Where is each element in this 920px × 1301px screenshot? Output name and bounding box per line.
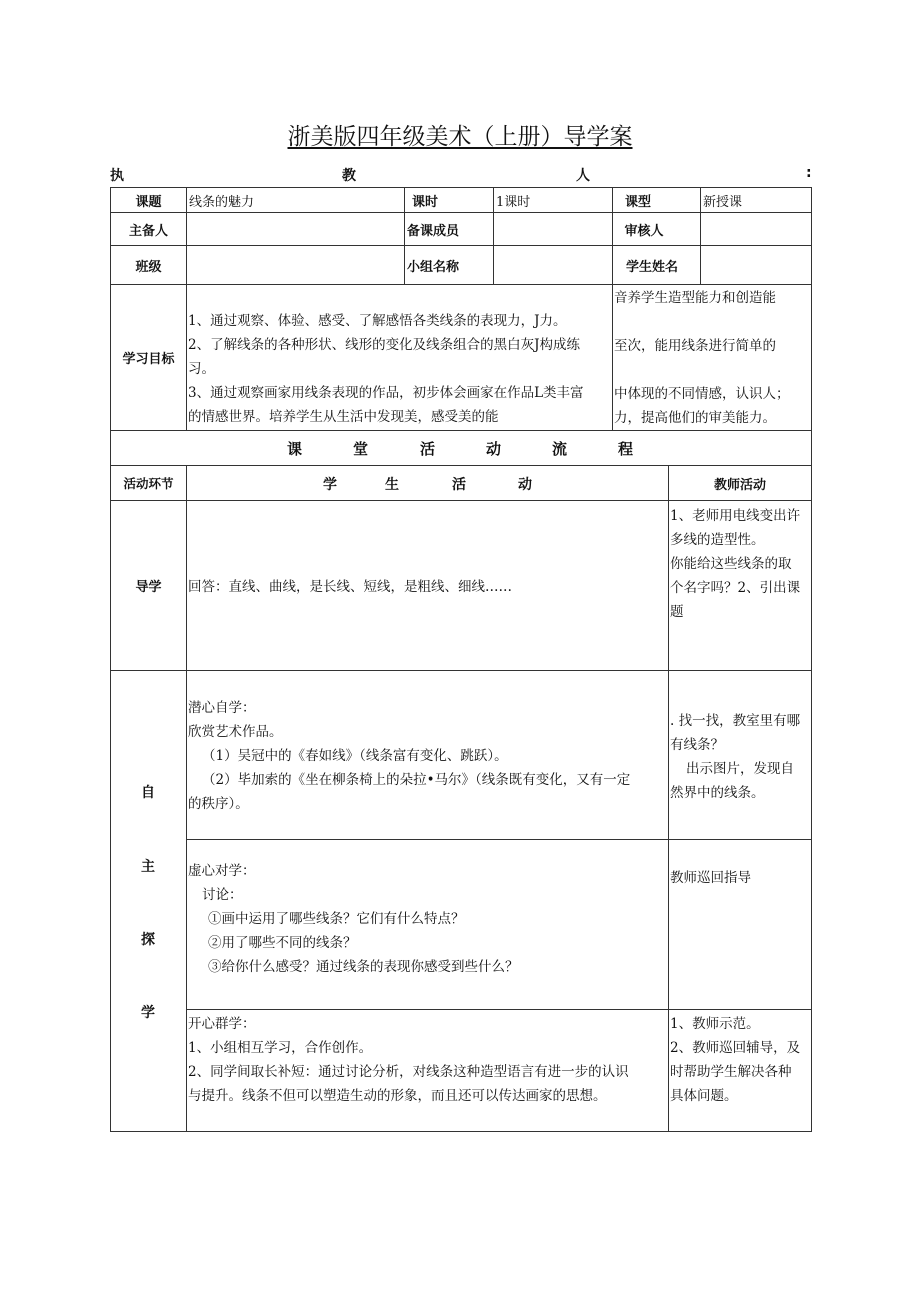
- self-study-teacher-text: [670, 709, 811, 805]
- self-study-line: （1）吴冠中的《春如线》（线条富有变化、跳跃）。: [202, 748, 508, 764]
- guide-teacher-line: 多线的造型性。: [670, 532, 765, 548]
- guide-teacher-line: 题: [670, 604, 684, 620]
- executor-row: [110, 165, 812, 185]
- members-label: 备课成员: [407, 223, 460, 239]
- group-study-teacher-line: 1、教师示范。: [670, 1016, 760, 1032]
- goals-right-line: 音养学生造型能力和创造能: [614, 290, 776, 306]
- self-study-line: 欣赏艺术作品。: [188, 724, 283, 740]
- goals-right-line: 力，提高他们的审美能力。: [614, 410, 776, 426]
- class-value[interactable]: [187, 246, 404, 284]
- topic-value: 线条的魅力: [189, 194, 255, 210]
- executor-char-4: :: [806, 165, 812, 181]
- group-study-teacher-text: [670, 1012, 811, 1108]
- members-value[interactable]: [494, 213, 612, 245]
- flow-title: [110, 438, 812, 458]
- hours-label: 课时: [411, 194, 438, 210]
- group-study-teacher-line: 2、教师巡回辅导，及: [670, 1040, 801, 1056]
- flow-title-char: 动: [486, 440, 502, 458]
- self-study-line: 的秩序）。: [188, 796, 249, 812]
- self-study-line: （2）毕加索的《坐在柳条椅上的朵拉•马尔》（线条既有变化，又有一定: [202, 772, 631, 788]
- flow-title-char: 课: [287, 440, 303, 458]
- executor-char-3: 人: [576, 168, 590, 184]
- guide-teacher-line: 你能给这些线条的取: [670, 556, 792, 572]
- guide-label: 导学: [135, 580, 162, 595]
- goals-right-line: 至次，能用线条进行简单的: [614, 338, 776, 354]
- group-value[interactable]: [494, 246, 612, 284]
- flow-title-char: 活: [420, 440, 436, 458]
- flow-title-char: 程: [618, 440, 634, 458]
- guide-teacher-text: [670, 504, 811, 624]
- executor-char-1: 执: [110, 168, 124, 184]
- pair-study-line: ③给你什么感受？通过线条的表现你感受到些什么？: [208, 959, 519, 975]
- column-student-char: 生: [385, 477, 399, 493]
- topic-label: 课题: [135, 194, 162, 210]
- column-student-char: 活: [452, 477, 466, 493]
- guide-teacher-line: 1、老师用电线变出许: [670, 508, 801, 524]
- group-study-line: 开心群学：: [188, 1016, 256, 1032]
- column-student-header: [187, 474, 668, 494]
- reviewer-label: 审核人: [624, 223, 664, 239]
- explore-label-char: 自: [141, 785, 155, 801]
- pair-study-line: ①画中运用了哪些线条？它们有什么特点？: [208, 911, 465, 927]
- pair-study-line: ②用了哪些不同的线条？: [208, 935, 357, 951]
- group-study-teacher-line: 具体问题。: [670, 1088, 738, 1104]
- group-label: 小组名称: [407, 259, 460, 275]
- flow-title-char: 堂: [353, 440, 369, 458]
- column-teacher-header: 教师活动: [713, 477, 766, 493]
- group-study-line: 1、小组相互学习，合作创作。: [188, 1040, 373, 1056]
- pair-study-teacher-text: 教师巡回指导: [670, 870, 751, 886]
- explore-label-char: 探: [141, 932, 155, 948]
- preparer-value[interactable]: [187, 213, 404, 245]
- pair-study-line: 虚心对学：: [188, 863, 256, 879]
- preparer-label: 主备人: [128, 223, 168, 239]
- group-study-teacher-line: 时帮助学生解决各种: [670, 1064, 792, 1080]
- column-stage-header: 活动环节: [123, 476, 174, 491]
- self-study-line: 潜心自学：: [188, 700, 256, 716]
- group-study-text: [188, 1012, 668, 1108]
- pair-study-text: [188, 859, 668, 979]
- column-student-char: 动: [518, 477, 532, 493]
- goals-right-text: [614, 286, 811, 430]
- guide-teacher-line: 个名字吗？2、引出课: [670, 580, 801, 596]
- pair-study-line: 讨论：: [202, 887, 243, 903]
- hours-value: 1课时: [496, 194, 531, 210]
- executor-char-2: 教: [342, 168, 356, 184]
- column-student-char: 学: [323, 477, 337, 493]
- group-study-line: 2、同学间取长补短：通过讨论分析，对线条这种造型语言有进一步的认识: [188, 1064, 629, 1080]
- self-study-teacher-line: 出示图片，发现自: [686, 761, 794, 777]
- self-study-text: [188, 696, 668, 816]
- guide-student-text: 回答：直线、曲线，是长线、短线，是粗线、细线……: [188, 579, 512, 595]
- self-study-teacher-line: . 找一找，教室里有哪: [670, 713, 801, 729]
- goals-left-line: 2、了解线条的各种形状、线形的变化及线条组合的黑白灰J构成练: [188, 337, 581, 353]
- student-name-value[interactable]: [701, 246, 811, 284]
- goals-label: 学习目标: [122, 352, 175, 367]
- flow-title-char: 流: [552, 440, 568, 458]
- group-study-line: 与提升。线条不但可以塑造生动的形象，而且还可以传达画家的思想。: [188, 1088, 607, 1104]
- goals-left-text: [188, 309, 611, 429]
- goals-right-line: 中体现的不同情感，认识人；: [614, 386, 790, 402]
- goals-left-line: 的情感世界。培养学生从生活中发现美，感受美的能: [188, 409, 499, 425]
- reviewer-value[interactable]: [701, 213, 811, 245]
- goals-left-line: 习。: [188, 361, 215, 377]
- self-study-teacher-line: 然界中的线条。: [670, 785, 765, 801]
- class-label: 班级: [135, 259, 162, 275]
- explore-label-char: 主: [141, 859, 155, 875]
- goals-left-line: 3、通过观察画家用线条表现的作品，初步体会画家在作品L类丰富: [188, 385, 584, 401]
- explore-label-char: 学: [141, 1005, 155, 1021]
- type-value: 新授课: [703, 194, 743, 210]
- self-study-teacher-line: 有线条？: [670, 737, 724, 753]
- goals-left-line: 1、通过观察、体验、感受、了解感悟各类线条的表现力，J力。: [188, 313, 567, 329]
- type-label: 课型: [624, 194, 651, 210]
- page-title: 浙美版四年级美术（上册）导学案: [287, 124, 633, 150]
- student-name-label: 学生姓名: [626, 259, 679, 275]
